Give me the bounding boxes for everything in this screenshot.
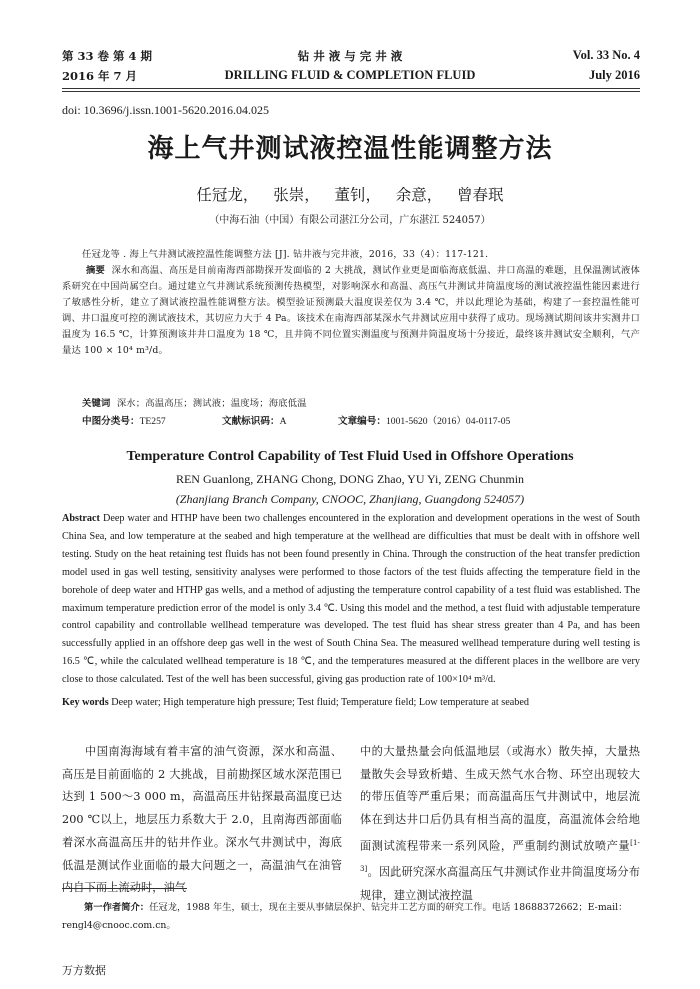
- authors-cn: 任冠龙， 张崇， 董钊， 余意， 曾春珉: [196, 186, 504, 204]
- abstract-cn-text: 深水和高温、高压是目前南海西部勘探开发面临的 2 大挑战，测试作业更是面临海底低温、井口高温的难题，且保温测试液体系研究在中国尚属空白。通过建立气井测试系统预测传热模型，对影响深水和高温、高压气井测试井筒温度场的测试液控温性能因素进行了敏感性分析，建立了测试液控温性能调整方法。模型验证预测最大温度误差仅为 3.4 ℃，并以此理论为基础，构建了一套控温性能可调、井口温度可控的测试液技术，其切应力大于 4 Pa。该技术在南海西部某深水气井测试应用中获得了成功。现场测试期间该井实测井口温度为 16.5 ℃，计算预测该井井口温度为 18 ℃，且井筒不同位置实测温度与预测井筒温度场十分接近，最终该井测试安全顺利，气产量达 100 × 10⁴ m³/d。: [62, 265, 641, 356]
- footnote-text: 任冠龙，1988 年生，硕士，现在主要从事储层保护、钻完井工艺方面的研究工作。电话 18688372662；E-mail：rengl4@cnooc.com.cn。: [62, 902, 628, 931]
- keywords-en-label: Key words: [62, 697, 109, 708]
- citation-ref[interactable]: [1-3]: [360, 838, 640, 874]
- citation-cn: 任冠龙等 . 海上气井测试液控温性能调整方法 [J]. 钻井液与完井液，2016，33（4）：117-121.: [82, 249, 489, 260]
- abstract-cn-label: 摘要: [86, 265, 106, 276]
- abstract-en-label: Abstract: [62, 513, 100, 524]
- footnote-rule: [62, 888, 187, 889]
- doc-value: A: [279, 416, 287, 427]
- keywords-cn: [82, 396, 307, 412]
- clc-number: [82, 413, 166, 427]
- header-date-en: July 2016: [588, 68, 640, 82]
- title-cn: 海上气井测试液控温性能调整方法: [147, 134, 553, 164]
- affiliation-en: (Zhanjiang Branch Company, CNOOC, Zhanjiang, Guangdong 524057): [175, 492, 525, 506]
- authors-en: REN Guanlong, ZHANG Chong, DONG Zhao, YU Yi, ZENG Chunmin: [175, 472, 525, 486]
- clc-label: 中图分类号：: [82, 416, 140, 427]
- header-date-cn: 2016 年 7 月: [62, 69, 138, 83]
- header-journal-cn: 钻 井 液 与 完 井 液: [297, 49, 403, 63]
- header-volume-cn: 第 33 卷 第 4 期: [62, 49, 153, 63]
- abstract-cn: [62, 263, 640, 359]
- doi[interactable]: doi: 10.3696/j.issn.1001-5620.2016.04.025: [62, 103, 270, 117]
- keywords-en: [62, 697, 640, 708]
- body-right-column: [360, 741, 640, 907]
- keywords-cn-text: 深水；高温高压；测试液；温度场；海底低温: [116, 398, 307, 409]
- header-volume-en: Vol. 33 No. 4: [572, 48, 640, 62]
- footnote-label: 第一作者简介：: [84, 902, 150, 913]
- abstract-en: [62, 510, 640, 689]
- watermark: 万方数据: [62, 964, 106, 977]
- article-value: 1001-5620（2016）04-0117-05: [385, 416, 511, 427]
- article-label: 文章编号：: [338, 416, 386, 427]
- abstract-en-text: Deep water and HTHP have been two challenges encountered in the exploration and development operations in the west of South China Sea, and low temperature at the seabed and high temperature at the wellhead are difficulties that must be dealt with in offshore well testing. Study on the heat retaining test fluids has not been found presently in China. Through the construction of the heat transfer prediction model used in gas well testing, sensitivity analyses were performed to those factors of the test fluids affecting the temperature field in the borehole of deep water and HTHP gas wells, and a method of adjusting the temperature control capability of a test fluid was established. The maximum temperature prediction error of the model is only 3.4 ℃. Using this model and the method, a test fluid with adjustable temperature control capability and controllable wellhead temperature was developed. The test fluid has shear stress greater than 4 Pa, and has been successfully applied in an offshore deep gas well in the west of South China Sea. The measured wellhead temperature during well testing is 16.5 ℃, while the calculated wellhead temperature is 18 ℃, and the temperatures measured at the different places in the wellbore are very close to those calculated. Test of the well has been successful, giving gas production rate of 100×10⁴ m³/d.: [62, 513, 641, 686]
- header-journal-en: DRILLING FLUID & COMPLETION FLUID: [224, 68, 476, 82]
- body-right-text-a: 中的大量热量会向低温地层（或海水）散失掉，大量热量散失会导致析蜡、生成天然气水合物、环空出现较大的带压值等严重后果；而高温高压气井测试中，地层流体在到达井口后仍具有相当高的温度，高温流体会给地面测试流程带来一系列风险，严重制约测试放喷产量: [360, 745, 640, 853]
- keywords-cn-label: 关键词: [82, 398, 111, 409]
- body-right-text-b: 。因此研究深水高温高压气井测试作业井筒温度场分布规律，建立测试液控温: [360, 865, 640, 902]
- article-number: [338, 413, 510, 427]
- clc-value: TE257: [139, 416, 166, 427]
- keywords-en-text: Deep water; High temperature high pressure; Test fluid; Temperature field; Low temperature at seabed: [111, 697, 529, 708]
- title-en: Temperature Control Capability of Test Fluid Used in Offshore Operations: [126, 449, 574, 464]
- doc-label: 文献标识码：: [222, 416, 280, 427]
- header-rule-bottom: [62, 91, 640, 92]
- affiliation-cn: （中海石油（中国）有限公司湛江分公司，广东湛江 524057）: [209, 215, 491, 226]
- doc-code: [222, 413, 287, 427]
- footnote: [62, 899, 640, 935]
- body-left-column: 中国南海海域有着丰富的油气资源，深水和高温、高压是目前面临的 2 大挑战，目前勘探区域水深范围已达到 1 500～3 000 m，高温高压井钻探最高温度已达 200 ℃以上，地层压力系数大于 2.0，且南海西部面临着深水高温高压井的钻井作业。深水气井测试中，海底低温是测试作业面临的最大问题之一，高温油气在油管内自下而上流动时，油气: [62, 745, 342, 895]
- header-rule-top: [62, 88, 640, 89]
